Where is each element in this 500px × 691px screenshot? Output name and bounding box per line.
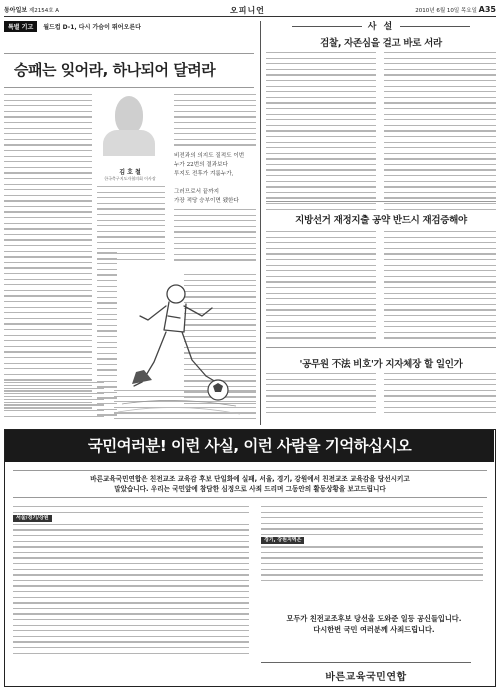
pull-quote-line: 투지도 전후가 겨룸누가, bbox=[174, 171, 234, 177]
column-text-7 bbox=[4, 382, 104, 417]
ad-text-block bbox=[261, 546, 483, 581]
issue-date: 2010년 6월 10일 목요일 bbox=[415, 8, 477, 14]
ad-label-gyeonggi: 경기, 강원지역은 bbox=[261, 537, 304, 544]
ad-body bbox=[13, 506, 487, 656]
editorial-rule-1 bbox=[266, 201, 496, 202]
headline-rule-top bbox=[4, 53, 254, 54]
pull-quote-line: 가장 적당 승부이면 됐한다 bbox=[174, 198, 239, 204]
column-divider bbox=[260, 21, 261, 425]
pull-quote bbox=[174, 152, 256, 206]
ad-text-block bbox=[13, 506, 249, 513]
paper-name: 동아일보 bbox=[4, 7, 28, 14]
ad-appeal-line: 다시한번 국민 여러분께 사죄드립니다. bbox=[313, 624, 435, 634]
ad-intro-line: 바른교육국민연합은 친전교조 교육감 후보 단일화에 실패, 서울, 경기, 강원에서 친전교조 교육감을 당선시키고 bbox=[90, 475, 410, 483]
header-right bbox=[415, 5, 496, 14]
editorial-title-1: 검찰, 자존심을 걸고 바로 서라 bbox=[320, 38, 442, 49]
advertisement bbox=[4, 429, 496, 687]
column-text-4 bbox=[174, 209, 256, 261]
editorial-2-text-right bbox=[384, 231, 496, 339]
pull-quote-line: 누가 22번의 결과보다 bbox=[174, 162, 228, 168]
headline-rule-bottom bbox=[4, 87, 254, 88]
ad-report-right bbox=[261, 506, 487, 581]
ad-text-block bbox=[13, 524, 249, 654]
soccer-player-illustration bbox=[114, 272, 244, 422]
header-left bbox=[4, 5, 59, 14]
editorial-rule-2 bbox=[266, 347, 496, 348]
newspaper-page bbox=[4, 4, 496, 687]
editorial-3-text-right bbox=[384, 373, 496, 413]
editorial-1-text-left bbox=[266, 52, 376, 210]
column-subtitle: 월드컵 D-1, 다시 가슴이 뛰어오른다 bbox=[43, 24, 141, 31]
section-title: 오피니언 bbox=[230, 5, 265, 15]
ad-label-seoul: 서울/경기/강원 bbox=[13, 515, 52, 522]
page-header bbox=[4, 4, 496, 16]
editorial-1-text-right bbox=[384, 52, 496, 210]
page-number: A35 bbox=[478, 5, 496, 14]
pull-quote-line: 비전과의 의지도 질적도 이번 bbox=[174, 153, 245, 159]
ad-report-left bbox=[13, 506, 255, 654]
issue-number: 제2154호 A bbox=[28, 8, 60, 14]
column-text-3 bbox=[174, 94, 256, 146]
author-title: 한국축구지도자협의회 이사장 bbox=[104, 176, 156, 181]
ad-text-block bbox=[261, 506, 483, 535]
ad-sign-rule bbox=[261, 662, 471, 663]
column-text-2 bbox=[97, 186, 165, 260]
column-strap bbox=[4, 21, 254, 31]
editorial-2-text-left bbox=[266, 231, 376, 339]
editorial-heading: 사 설 bbox=[266, 19, 496, 32]
ad-intro bbox=[13, 470, 487, 498]
column-headline: 승패는 잊어라, 하나되어 달려라 bbox=[14, 61, 216, 79]
editorial-title-3: '공무원 不法 비호'가 지자체장 할 일인가 bbox=[299, 359, 463, 370]
ad-intro-line: 말았습니다. 우리는 국민앞에 참담한 심정으로 사죄 드리며 그동안의 활동상황을 보고드립니다 bbox=[114, 485, 386, 493]
pull-quote-line: 그러므로서 끝까지 bbox=[174, 189, 220, 195]
ad-appeal-line: 모두가 친전교조후보 당선을 도와준 일등 공신들입니다. bbox=[286, 614, 462, 623]
ad-appeal bbox=[261, 614, 487, 635]
ad-signature: 바른교육국민연합 bbox=[325, 672, 407, 683]
ad-banner: 국민여러분! 이런 사실, 이런 사람을 기억하십시오 bbox=[5, 430, 494, 462]
header-rule bbox=[4, 16, 496, 17]
editorial-3-text-left bbox=[266, 373, 376, 413]
author-name: 김 호 철 bbox=[119, 169, 141, 176]
author-photo bbox=[99, 94, 159, 164]
column-tag: 특별 기고 bbox=[4, 21, 37, 32]
column-text-1 bbox=[4, 94, 92, 409]
editorial-title-2: 지방선거 재정지출 공약 반드시 재검증해야 bbox=[295, 215, 467, 226]
